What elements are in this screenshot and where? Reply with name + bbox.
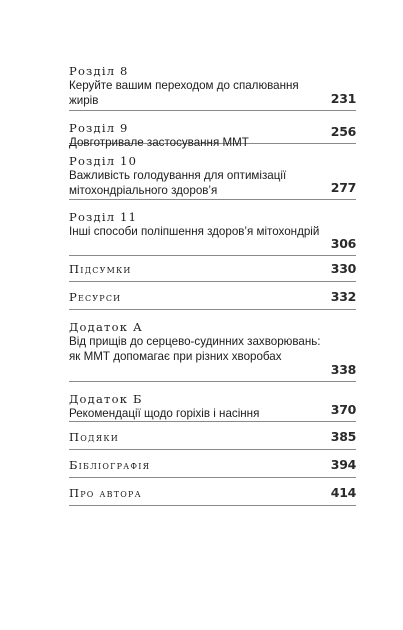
- toc-entry-heading: Додаток Б: [69, 392, 143, 406]
- toc-entry-page: 332: [330, 289, 356, 304]
- toc-entry-heading: Підсумки: [69, 262, 132, 276]
- toc-entry-title: Від прищів до серцево-судинних захворювань: як ММТ допомагає при різних хворобах: [69, 335, 321, 363]
- toc-entry-chapter-10[interactable]: [69, 144, 356, 200]
- toc-entry-page: 330: [330, 261, 356, 276]
- toc-entry-page: 385: [330, 429, 356, 444]
- toc-entry-chapter-8[interactable]: [69, 64, 356, 111]
- toc-entry-page: 370: [330, 402, 356, 417]
- toc-entry-heading: Розділ 10: [69, 154, 138, 168]
- toc-entry-bibliography[interactable]: [69, 450, 356, 478]
- toc-entry-page: 338: [330, 362, 356, 377]
- toc-entry-heading: Розділ 8: [69, 64, 129, 78]
- table-of-contents: [69, 64, 356, 506]
- toc-entry-summary[interactable]: [69, 256, 356, 282]
- toc-entry-page: 231: [330, 91, 356, 106]
- toc-entry-acknowledgements[interactable]: [69, 422, 356, 450]
- toc-entry-heading: Про автора: [69, 486, 142, 500]
- toc-entry-page: 394: [330, 457, 356, 472]
- toc-entry-heading: Розділ 11: [69, 210, 138, 224]
- toc-entry-appendix-a[interactable]: [69, 310, 356, 382]
- toc-entry-heading: Бібліографія: [69, 458, 151, 472]
- toc-entry-heading: Подяки: [69, 430, 119, 444]
- toc-entry-resources[interactable]: [69, 282, 356, 310]
- toc-entry-page: 306: [330, 236, 356, 251]
- toc-entry-page: 256: [330, 124, 356, 139]
- toc-entry-title: Довготривале застосування ММТ: [69, 136, 249, 149]
- toc-entry-title: Рекомендації щодо горіхів і насіння: [69, 407, 260, 420]
- toc-entry-chapter-9[interactable]: [69, 111, 356, 149]
- toc-entry-heading: Додаток А: [69, 320, 143, 334]
- toc-entry-heading: Розділ 9: [69, 121, 129, 135]
- toc-entry-chapter-11[interactable]: [69, 200, 356, 256]
- toc-entry-title: Важливість голодування для оптимізації мітохондріального здоров’я: [69, 169, 287, 197]
- toc-entry-heading: Ресурси: [69, 290, 122, 304]
- toc-entry-page: 277: [330, 180, 356, 195]
- toc-entry-about-author[interactable]: [69, 478, 356, 506]
- toc-entry-title: Керуйте вашим переходом до спалювання жирів: [69, 79, 299, 107]
- toc-entry-appendix-b[interactable]: [69, 382, 356, 422]
- toc-entry-page: 414: [330, 485, 356, 500]
- toc-entry-title: Інші способи поліпшення здоров’я мітохондрій: [69, 225, 320, 238]
